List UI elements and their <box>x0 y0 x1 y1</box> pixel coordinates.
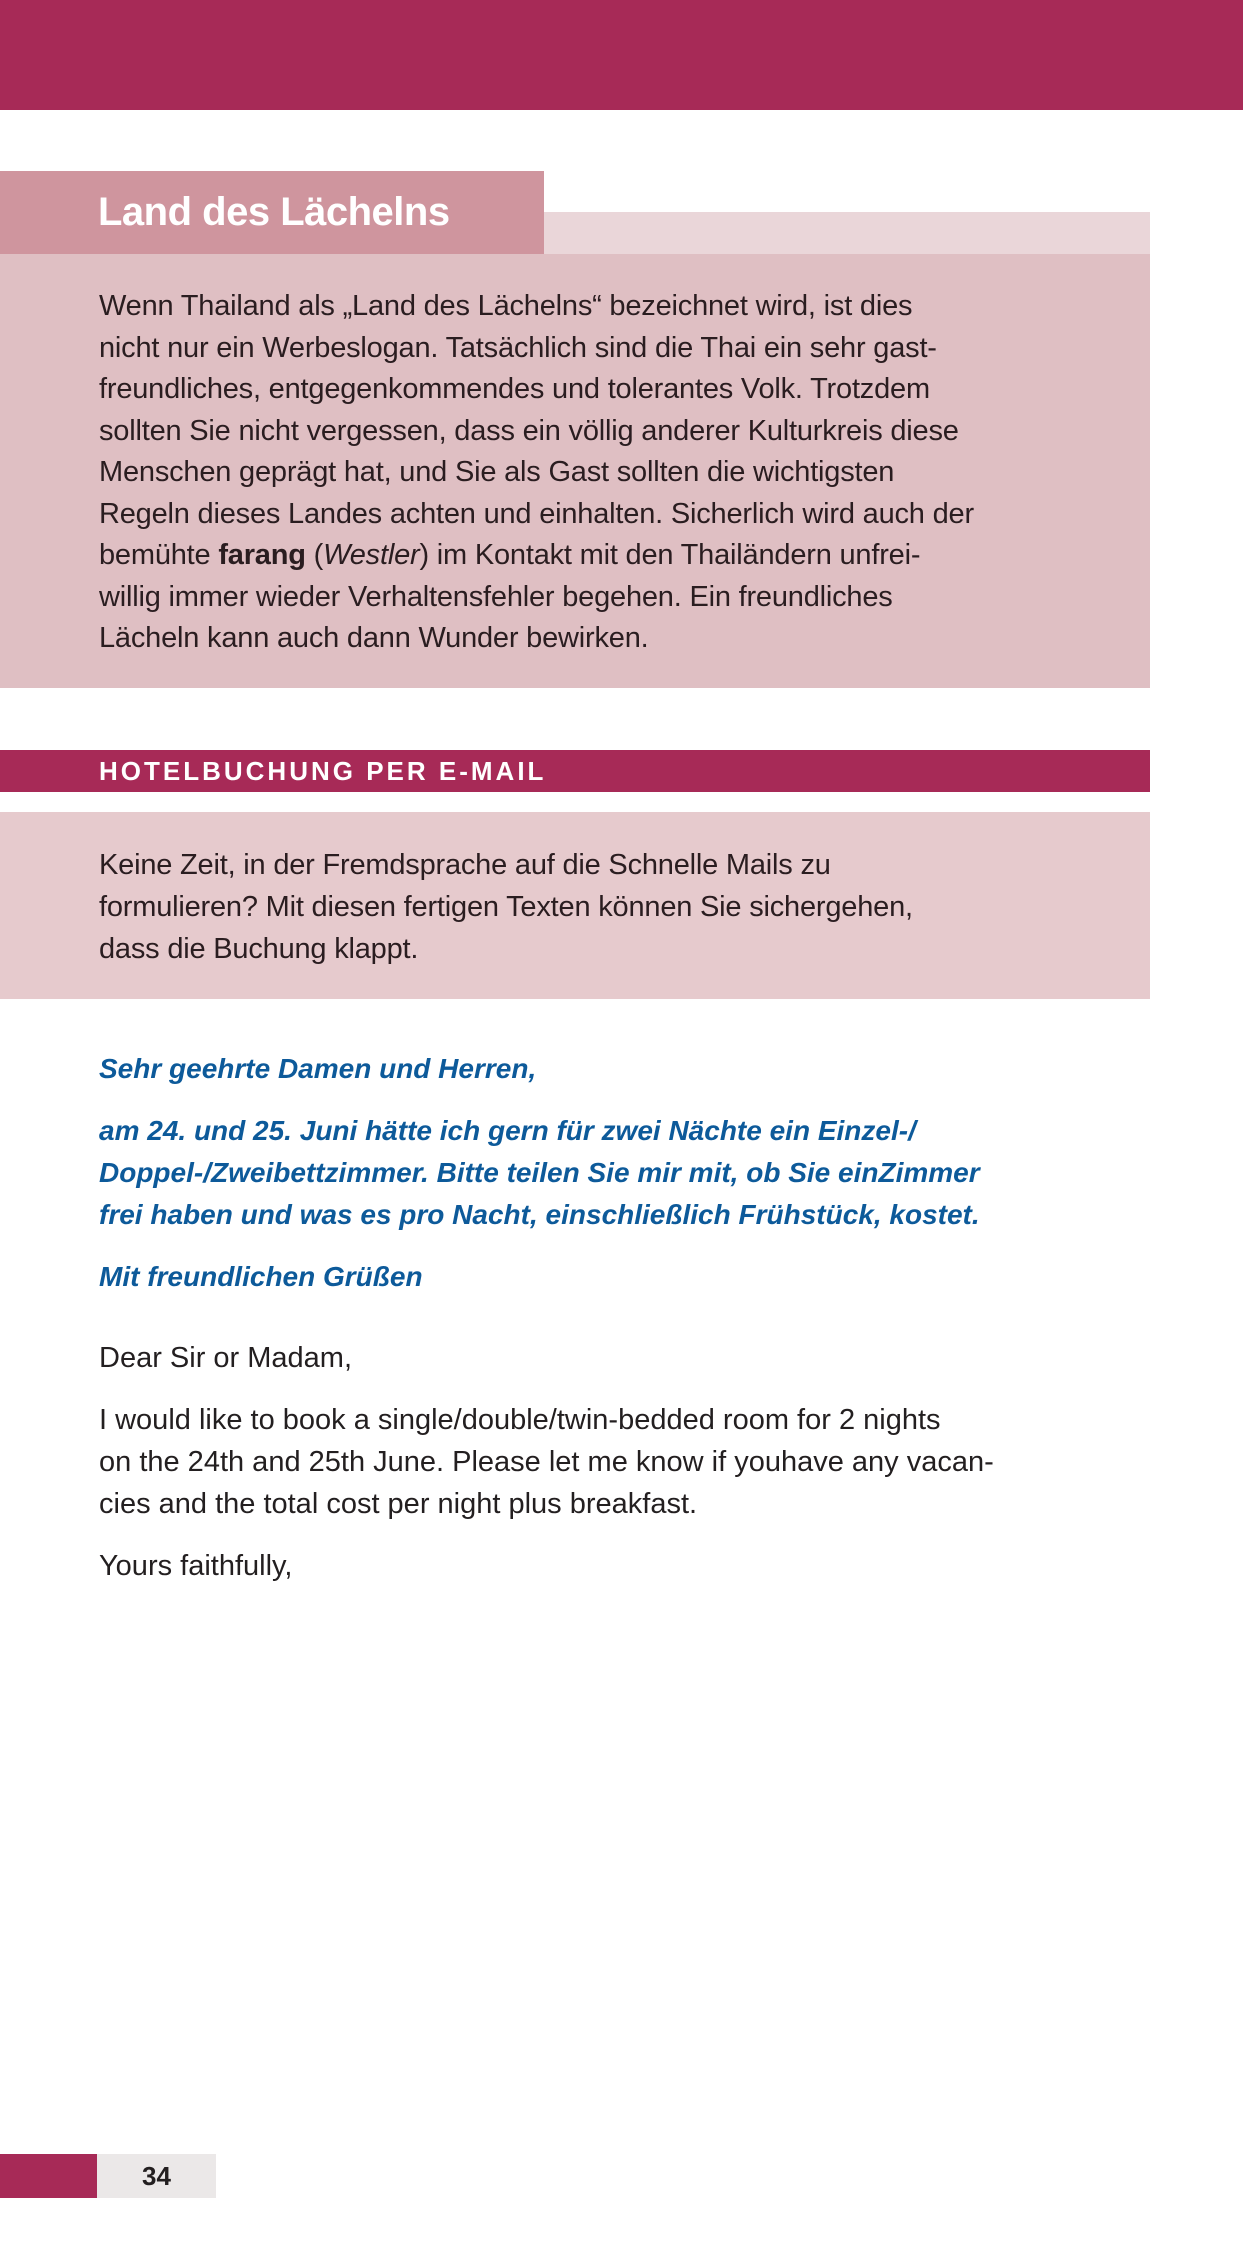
german-letter <box>99 1048 1149 1318</box>
info-line: Lächeln kann auch dann Wunder bewirken. <box>99 622 649 654</box>
intro-line: formulieren? Mit diesen fertigen Texten können Sie sichergehen, <box>99 891 913 923</box>
info-line: Wenn Thailand als „Land des Lächelns“ bezeichnet wird, ist dies <box>99 290 913 322</box>
footer-color-block <box>0 2154 97 2198</box>
info-line: freundliches, entgegenkommendes und tolerantes Volk. Trotzdem <box>99 373 930 405</box>
german-body-line: frei haben und was es pro Nacht, einschließlich Frühstück, kostet. <box>99 1199 980 1230</box>
info-line: sollten Sie nicht vergessen, dass ein völlig anderer Kulturkreis diese <box>99 414 959 447</box>
english-body-line: cies and the total cost per night plus breakfast. <box>99 1488 698 1520</box>
english-salutation: Dear Sir or Madam, <box>99 1342 353 1374</box>
info-box-text <box>99 286 1099 660</box>
section-intro-box <box>0 812 1150 999</box>
info-line: willig immer wieder Verhaltensfehler begehen. Ein freundliches <box>99 580 893 613</box>
german-body-line: am 24. und 25. Juni hätte ich gern für zwei Nächte ein Einzel-/ <box>99 1115 916 1146</box>
info-line-text: ) im Kontakt mit den Thailändern unfrei- <box>419 539 921 571</box>
intro-line: dass die Buchung klappt. <box>99 933 419 965</box>
info-box-title: Land des Lächelns <box>98 190 450 234</box>
info-box-header-strip <box>544 212 1150 254</box>
german-body-line: Doppel-/Zweibettzimmer. Bitte teilen Sie mir mit, ob Sie einZimmer <box>99 1157 980 1188</box>
english-body-line: on the 24th and 25th June. Please let me know if youhave any vacan- <box>99 1446 994 1478</box>
intro-line: Keine Zeit, in der Fremdsprache auf die Schnelle Mails zu <box>99 849 831 881</box>
english-closing: Yours faithfully, <box>99 1550 293 1582</box>
german-salutation: Sehr geehrte Damen und Herren, <box>99 1053 537 1084</box>
section-heading-bar <box>0 750 1150 792</box>
section-heading: HOTELBUCHUNG PER E-MAIL <box>99 756 547 786</box>
english-body <box>99 1399 1149 1525</box>
info-line <box>99 535 1099 577</box>
info-box-title-block <box>0 171 544 254</box>
info-line: Regeln dieses Landes achten und einhalten. Sicherlich wird auch der <box>99 497 974 530</box>
term-farang: farang <box>218 539 306 571</box>
info-line-text: bemühte <box>99 539 219 571</box>
term-translation: Westler <box>323 539 420 571</box>
info-box <box>0 254 1150 688</box>
german-closing: Mit freundlichen Grüßen <box>99 1261 423 1292</box>
german-body <box>99 1110 1149 1236</box>
page-number: 34 <box>97 2154 216 2198</box>
info-line: Menschen geprägt hat, und Sie als Gast sollten die wichtigsten <box>99 456 895 488</box>
english-body-line: I would like to book a single/double/twin-bedded room for 2 nights <box>99 1404 941 1436</box>
info-line-text: ( <box>305 539 324 571</box>
english-letter <box>99 1337 1149 1607</box>
info-line: nicht nur ein Werbeslogan. Tatsächlich sind die Thai ein sehr gast- <box>99 331 937 364</box>
header-color-bar <box>0 0 1243 110</box>
section-intro-text <box>99 844 913 970</box>
